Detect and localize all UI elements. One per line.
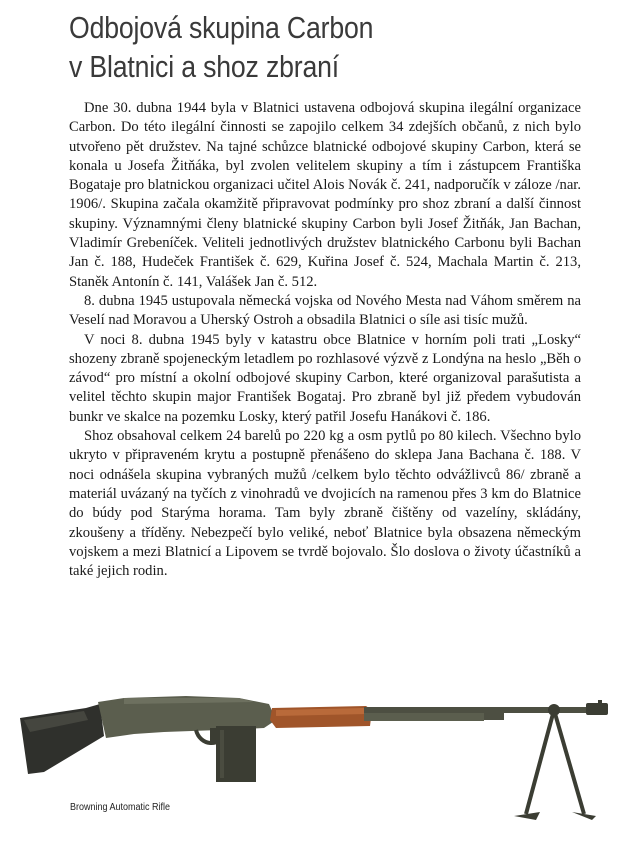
article-body [69, 99, 581, 581]
title-line-2: v Blatnici a shoz zbraní [69, 49, 340, 84]
paragraph-4: Shoz obsahoval celkem 24 barelů po 220 kg a osm pytlů po 80 kilech. Všechno bylo ukryto v připraveném krytu a postupně přenášeno do sklepa Jana Bachana č. 188. V noci odnášela skupina vybraných mužů /celkem bylo těchto odvážlivců 86/ zbraně a materiál uvázaný na tyčích z vinohradů ve dvojicích na ramenou přes 3 km do Blatnice do búdy pod Starýma horama. Tam byly zbraně čištěny od vazelíny, skládány, zkoušeny a tříděny. Nebezpečí bylo veliké, neboť Blatnice byla obsazena německým vojskem a mezi Blatnicí a Lipovem se tvrdě bojovalo. Šlo doslova o životy účastníků a také jejich rodin. [69, 428, 581, 580]
title-line-1: Odbojová skupina Carbon [69, 10, 374, 45]
image-caption: Browning Automatic Rifle [70, 802, 171, 813]
rifle-bipod [526, 710, 584, 814]
paragraph-2: 8. dubna 1945 ustupovala německá vojska od Nového Mesta nad Váhom směrem na Veselí nad Moravou a Uherský Ostroh a obsadila Blatnici o síle asi tisíc mužů. [69, 292, 581, 329]
paragraph-3: V noci 8. dubna 1945 byly v katastru obce Blatnice v horním poli trati „Losky“ shozeny zbraně spojeneckým letadlem po rozhlasové výzvě z Londýna na heslo „Běh o závod“ pro místní a okolní odbojové skupiny Carbon, které organizoval parašutista a velitel těchto skupin major František Bogataj. Pro zbraně byl již předem vybudován bunkr ve skalce na pozemku Losky, který patřil Josefu Hanákovi č. 186. [69, 331, 581, 425]
rifle-barrel [364, 707, 602, 713]
page-title [69, 8, 373, 86]
rifle-gas-tube [364, 713, 484, 721]
paragraph-1: Dne 30. dubna 1944 byla v Blatnici ustavena odbojová skupina ilegální organizace Carbon. Do této ilegální činnosti se zapojilo celkem 34 zdejších občanů, z nich bylo utvořeno pět družstev. Na tajné schůzce blatnické odbojové skupiny Carbon, která se konala u Josefa Žitňáka, byl zvolen velitelem skupiny a tím i zástupcem Františka Bogataje pro blatnickou organizaci učitel Alois Novák č. 241, nadporučík v záloze /nar. 1906/. Skupina začala okamžitě připravovat podmínky pro shoz zbraní a další činnost skupiny. Významnými členy blatnické skupiny Carbon byli Josef Žitňák, Jan Bachan, Vladimír Grebeníček. Veliteli jednotlivých družstev blatnického Carbonu byli Bachan Jan č. 188, Hudeček František č. 629, Kuřina Josef č. 524, Machala Martin č. 213, Staněk Antonín č. 141, Valášek Jan č. 512. [69, 100, 581, 290]
